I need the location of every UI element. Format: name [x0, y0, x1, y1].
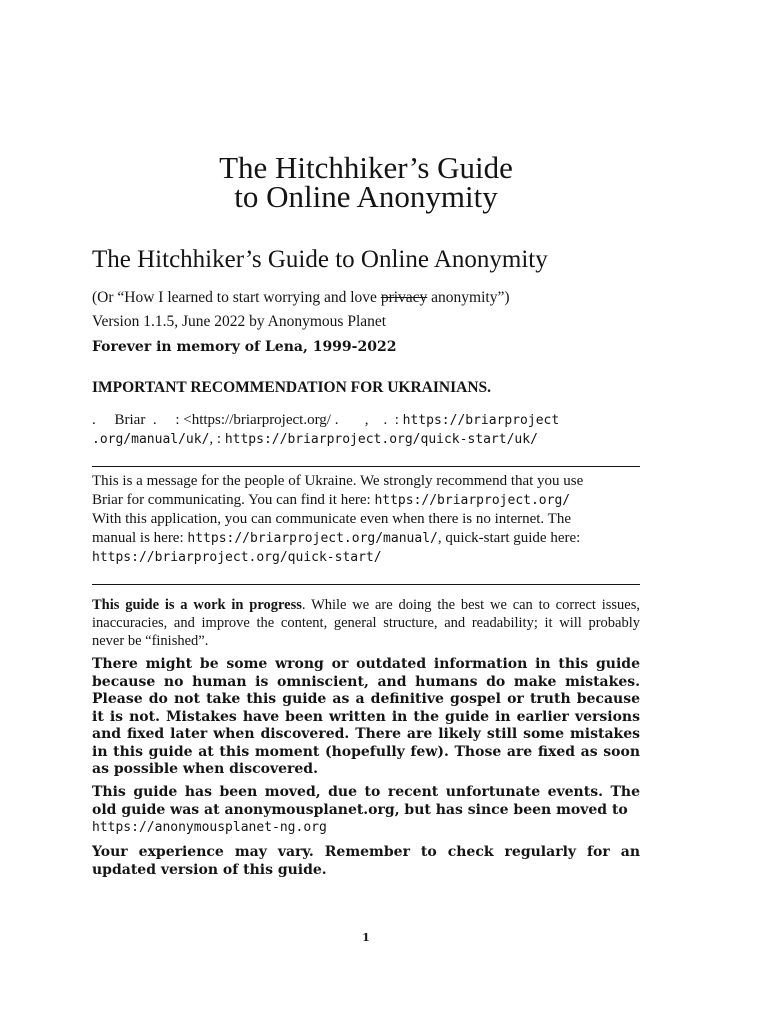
message-text: Briar for communicating. You can find it here:: [92, 492, 375, 508]
version-line: Version 1.1.5, June 2022 by Anonymous Planet: [92, 313, 387, 330]
wip-rest: . While we are doing the best we can to correct issues, inaccuracies, and improve the content, general structure, and readability; it will probably never be “finished”.: [92, 597, 640, 649]
ukraine-line-2: [92, 430, 538, 449]
message-text: manual is here:: [92, 530, 188, 546]
briar-home-link[interactable]: https://briarproject.org/: [374, 493, 571, 508]
subtitle: [92, 289, 510, 307]
moved-text: This guide has been moved, due to recent unfortunate events. The old guide was at anonymousplanet.org, but has since been moved to: [92, 784, 640, 818]
ukraine-separator: , :: [209, 431, 225, 447]
section-heading: The Hitchhiker’s Guide to Online Anonymity: [92, 246, 548, 273]
wip-bold: This guide is a work in progress: [92, 597, 302, 613]
page-number: 1: [362, 931, 370, 944]
moved-paragraph: [92, 784, 640, 837]
title-line-2: to Online Anonymity: [234, 179, 498, 214]
ukraine-text: . Briar . : <https://briarproject.org/ . , . :: [92, 412, 403, 428]
subtitle-suffix: anonymity”): [427, 289, 510, 306]
message-line-1: This is a message for the people of Ukraine. We strongly recommend that you use: [92, 473, 584, 489]
title-line-1: The Hitchhiker’s Guide: [219, 150, 513, 185]
experience-paragraph: Your experience may vary. Remember to check regularly for an updated version of this guide.: [92, 844, 640, 878]
briar-quickstart-uk-link[interactable]: https://briarproject.org/quick-start/uk/: [224, 432, 538, 447]
message-text: , quick-start guide here:: [437, 530, 581, 546]
new-site-link[interactable]: https://anonymousplanet-ng.org: [92, 820, 327, 835]
ukraine-heading: IMPORTANT RECOMMENDATION FOR UKRAINIANS.: [92, 379, 492, 396]
subtitle-struck-word: privacy: [380, 289, 428, 306]
message-line-3: With this application, you can communicate even when there is no internet. The: [92, 511, 571, 527]
message-line-2: [92, 491, 640, 510]
message-line-5: [92, 548, 640, 567]
warning-paragraph: There might be some wrong or outdated information in this guide because no human is omniscient, and humans do make mistakes. Please do not take this guide as a definitive gospel or truth because it is not. Mistakes have been written in the guide in earlier versions and fixed later when discovered. There are likely still some mistakes in this guide at this moment (hopefully few). Those are fixed as soon as possible when discovered.: [92, 656, 640, 777]
message-line-4: [92, 529, 640, 548]
briar-quickstart-link[interactable]: https://briarproject.org/quick-start/: [92, 550, 382, 565]
subtitle-prefix: (Or “How I learned to start worrying and love: [92, 289, 381, 306]
briar-manual-uk-link[interactable]: .org/manual/uk/: [92, 432, 210, 447]
briar-manual-link[interactable]: https://briarproject.org/manual/: [187, 531, 438, 546]
briar-link[interactable]: https://briarproject: [402, 413, 560, 428]
divider-bottom: [92, 584, 640, 585]
divider-top: [92, 466, 640, 467]
wip-paragraph: [92, 596, 640, 650]
memorial-line: Forever in memory of Lena, 1999-2022: [92, 339, 397, 355]
document-title: [0, 150, 732, 214]
ukraine-message: [92, 472, 640, 567]
ukraine-line-1: [92, 411, 559, 430]
